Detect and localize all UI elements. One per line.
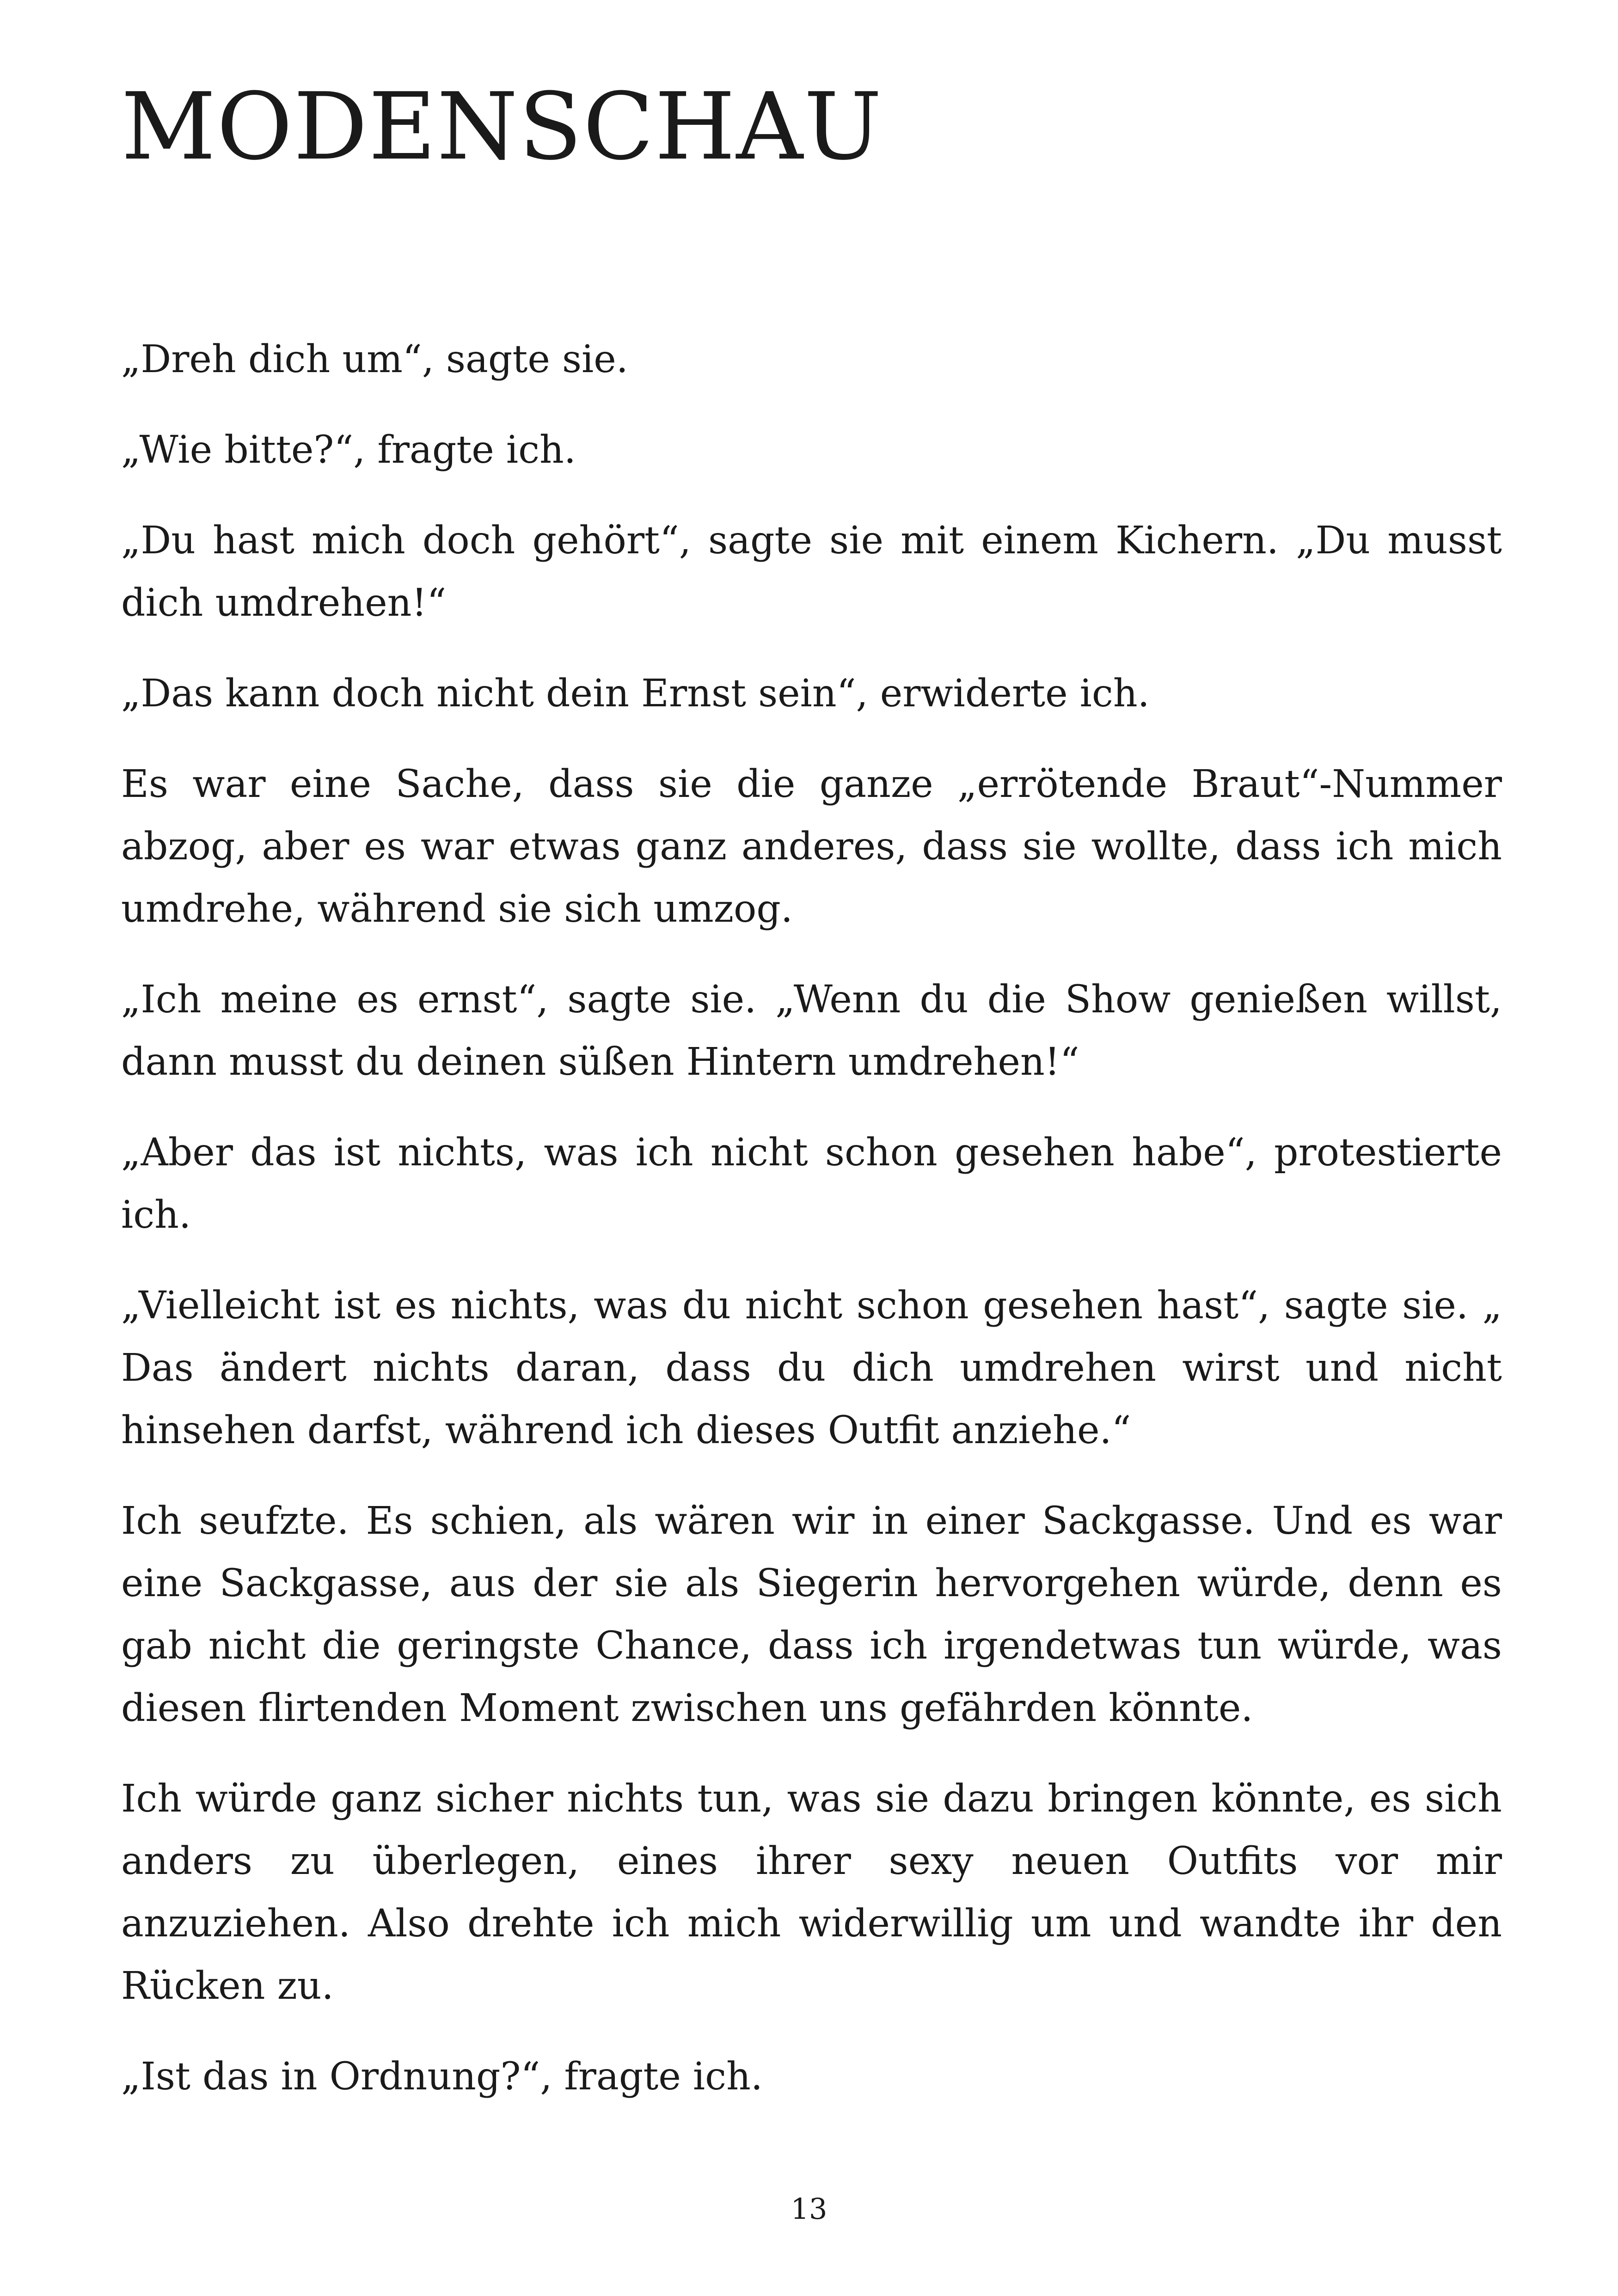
paragraph: „Das kann doch nicht dein Ernst sein“, erwiderte ich. (121, 672, 1150, 716)
paragraph: Ich würde ganz sicher nichts tun, was sie dazu bringen könnte, es sich anders zu überlegen, eines ihrer sexy neuen Outfits vor mir anzuziehen. Also drehte ich mich widerwillig um und wandte ihr den Rücken zu. (121, 1777, 1502, 2008)
chapter-title: MODENSCHAU (121, 73, 883, 181)
paragraph: „Aber das ist nichts, was ich nicht schon gesehen habe“, protestierte ich. (121, 1131, 1502, 1237)
paragraph: „Vielleicht ist es nichts, was du nicht schon gesehen hast“, sagte sie. „ Das ändert nichts daran, dass du dich umdrehen wirst und nicht hinsehen darfst, während ich dieses Outfit anziehe.“ (121, 1284, 1502, 1452)
paragraph: Ich seufzte. Es schien, als wären wir in einer Sackgasse. Und es war eine Sackgasse, aus der sie als Siegerin hervorgehen würde, denn es gab nicht die geringste Chance, dass ich irgendetwas tun würde, was diesen flirtenden Moment zwischen uns gefährden könnte. (121, 1499, 1502, 1730)
paragraph: „Ich meine es ernst“, sagte sie. „Wenn du die Show genießen willst, dann musst du deinen süßen Hintern umdrehen!“ (121, 978, 1502, 1084)
paragraph: „Wie bitte?“, fragte ich. (121, 428, 576, 472)
paragraph: „Ist das in Ordnung?“, fragte ich. (121, 2055, 763, 2099)
paragraph: „Du hast mich doch gehört“, sagte sie mit einem Kichern. „Du musst dich umdrehen!“ (121, 519, 1502, 625)
paragraph: „Dreh dich um“, sagte sie. (121, 337, 628, 381)
page-number: 13 (791, 2192, 827, 2226)
paragraph: Es war eine Sache, dass sie die ganze „errötende Braut“-Nummer abzog, aber es war etwas ganz anderes, dass sie wollte, dass ich mich umdrehe, während sie sich umzog. (121, 762, 1502, 931)
body-text (121, 328, 1502, 2136)
